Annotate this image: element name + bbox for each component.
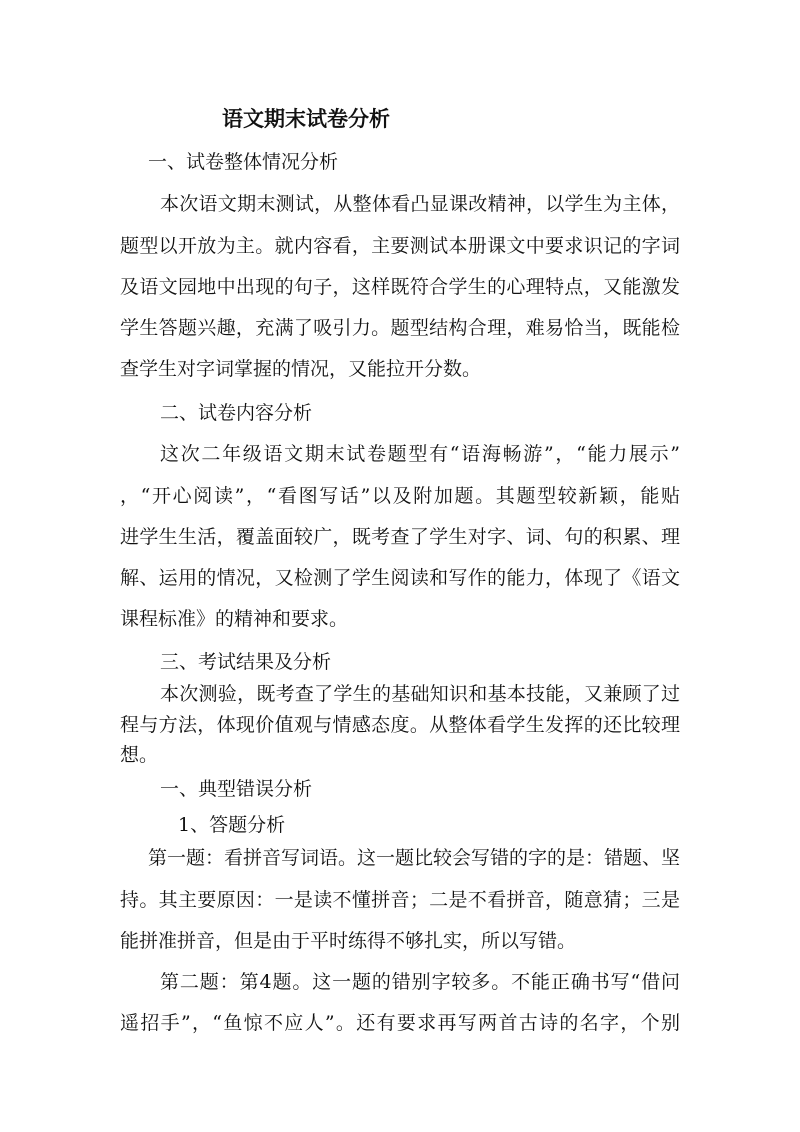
paragraph-line: 第二题：第4题。这一题的错别字较多。不能正确书写“借问	[160, 971, 680, 993]
paragraph-line: 进学生生活，覆盖面较广，既考查了学生对字、词、句的积累、理	[120, 526, 680, 548]
paragraph-line: 及语文园地中出现的句子，这样既符合学生的心理特点，又能激发	[120, 276, 680, 298]
section-heading-overview: 一、试卷整体情况分析	[148, 151, 339, 173]
paragraph-line: 学生答题兴趣，充满了吸引力。题型结构合理，难易恰当，既能检	[120, 317, 680, 339]
section-heading-content: 二、试卷内容分析	[160, 402, 313, 424]
paragraph-line: 解、运用的情况，又检测了学生阅读和写作的能力，体现了《语文	[120, 567, 680, 589]
paragraph-line: 查学生对字词掌握的情况，又能拉开分数。	[120, 358, 482, 380]
paragraph-line: 第一题：看拼音写词语。这一题比较会写错的字的是：错题、坚	[148, 847, 680, 869]
section-heading-errors: 一、典型错误分析	[160, 778, 313, 800]
paragraph-line: 持。其主要原因：一是读不懂拼音；二是不看拼音，随意猜；三是	[120, 889, 680, 911]
paragraph-line: ，“开心阅读”，“看图写话”以及附加题。其题型较新颖，能贴	[120, 485, 680, 507]
paragraph-line: 本次测验，既考查了学生的基础知识和基本技能，又兼顾了过	[160, 683, 680, 705]
paragraph-line: 程与方法，体现价值观与情感态度。从整体看学生发挥的还比较理	[120, 714, 680, 736]
paragraph-line: 能拼准拼音，但是由于平时练得不够扎实，所以写错。	[120, 930, 577, 952]
paragraph-line: 课程标准》的精神和要求。	[120, 608, 349, 630]
paragraph-line: 题型以开放为主。就内容看，主要测试本册课文中要求识记的字词	[120, 235, 680, 257]
subsection-heading-answers: 1、答题分析	[178, 814, 286, 836]
paragraph-line: 本次语文期末测试，从整体看凸显课改精神，以学生为主体，	[160, 193, 680, 215]
section-heading-results: 三、考试结果及分析	[160, 651, 332, 673]
document-title: 语文期末试卷分析	[222, 106, 390, 131]
paragraph-line: 这次二年级语文期末试卷题型有“语海畅游”，“能力展示”	[160, 443, 680, 465]
paragraph-line: 遥招手”，“鱼惊不应人”。还有要求再写两首古诗的名字，个别	[120, 1012, 680, 1034]
paragraph-line: 想。	[120, 744, 159, 766]
